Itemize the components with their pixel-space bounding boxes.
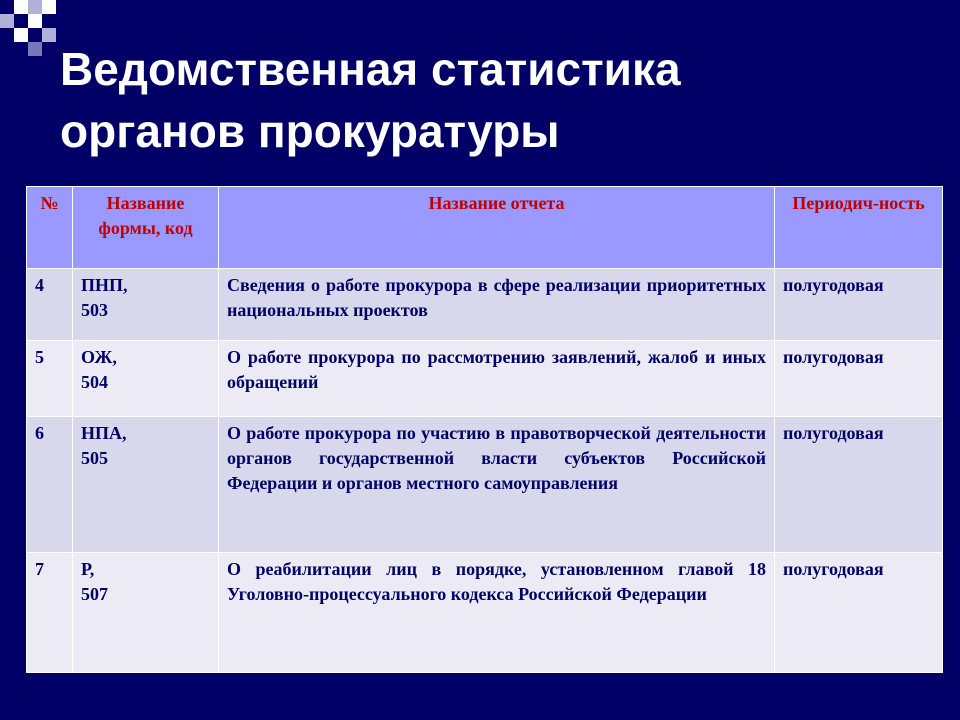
form-name: НПА, (81, 423, 127, 443)
form-name: ОЖ, (81, 347, 117, 367)
row-period: полугодовая (775, 553, 943, 673)
header-report: Название отчета (219, 187, 775, 269)
header-num: № (27, 187, 73, 269)
form-code: 507 (81, 584, 108, 604)
form-code: 503 (81, 300, 108, 320)
title-line-1: Ведомственная статистика (60, 43, 681, 95)
header-period: Периодич-ность (775, 187, 943, 269)
statistics-table (26, 186, 943, 673)
header-form: Название формы, код (73, 187, 219, 269)
row-report: Сведения о работе прокурора в сфере реализации приоритетных национальных проектов (219, 269, 775, 341)
form-code: 505 (81, 448, 108, 468)
row-form (73, 341, 219, 417)
row-form (73, 417, 219, 553)
form-code: 504 (81, 372, 108, 392)
title-line-2: органов прокуратуры (60, 105, 560, 157)
table-row (27, 341, 943, 417)
form-name: ПНП, (81, 275, 128, 295)
table-row (27, 417, 943, 553)
row-num: 7 (27, 553, 73, 673)
row-period: полугодовая (775, 417, 943, 553)
row-form (73, 269, 219, 341)
row-form (73, 553, 219, 673)
slide-title (60, 38, 681, 162)
row-num: 5 (27, 341, 73, 417)
row-num: 6 (27, 417, 73, 553)
form-name: Р, (81, 559, 95, 579)
row-period: полугодовая (775, 269, 943, 341)
table-row (27, 553, 943, 673)
row-report: О работе прокурора по участию в правотворческой деятельности органов государственной власти субъектов Российской Федерации и органов местного самоуправления (219, 417, 775, 553)
row-report: О реабилитации лиц в порядке, установленном главой 18 Уголовно-процессуального кодекса Российской Федерации (219, 553, 775, 673)
table-row (27, 269, 943, 341)
row-period: полугодовая (775, 341, 943, 417)
row-report: О работе прокурора по рассмотрению заявлений, жалоб и иных обращений (219, 341, 775, 417)
row-num: 4 (27, 269, 73, 341)
